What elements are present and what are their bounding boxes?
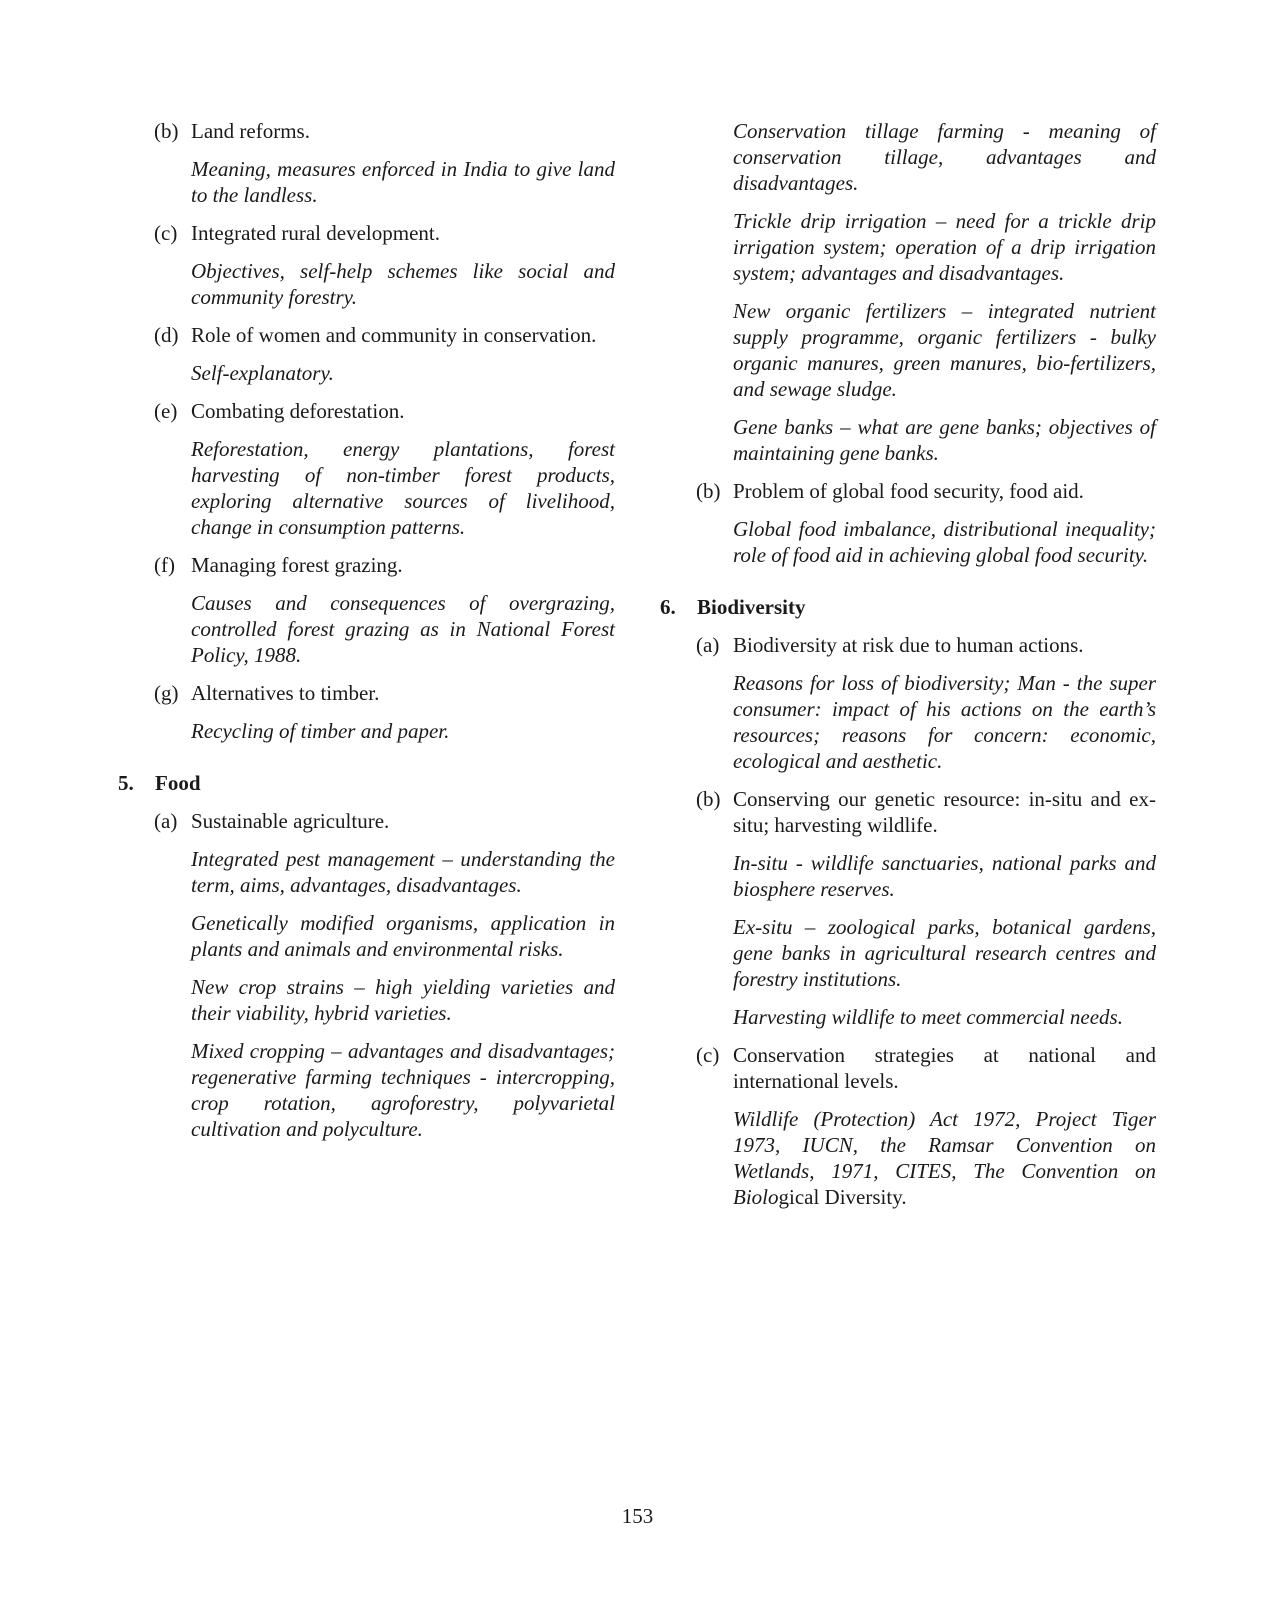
- item-b-genetic-resource: [696, 786, 1156, 838]
- item-title: Managing forest grazing.: [191, 553, 403, 577]
- item-description: [696, 1106, 1156, 1210]
- item-d-role-of-women: [154, 322, 615, 348]
- item-b-food-security: [696, 478, 1156, 504]
- item-title: Conserving our genetic resource: in-situ and ex-situ; harvesting wildlife.: [733, 787, 1156, 837]
- item-title: Integrated rural development.: [191, 221, 440, 245]
- item-description: Mixed cropping – advantages and disadvantages; regenerative farming techniques - intercropping, crop rotation, agroforestry, polyvarietal cultivation and polyculture.: [191, 1039, 615, 1141]
- item-c-rural-development: [154, 220, 615, 246]
- item-description: Reforestation, energy plantations, forest harvesting of non-timber forest products, exploring alternative sources of livelihood, change in consumption patterns.: [191, 437, 615, 539]
- item-description: Recycling of timber and paper.: [191, 719, 450, 743]
- item-description: Conservation tillage farming - meaning of conservation tillage, advantages and disadvantages.: [733, 119, 1156, 195]
- item-description: Self-explanatory.: [191, 361, 334, 385]
- item-description: Causes and consequences of overgrazing, controlled forest grazing as in National Forest Policy, 1988.: [191, 591, 615, 667]
- item-description: Reasons for loss of biodiversity; Man - the super consumer: impact of his actions on the earth’s resources; reasons for concern: economic, ecological and aesthetic.: [733, 671, 1156, 773]
- page-number: 153: [621, 1504, 654, 1528]
- item-title: Combating deforestation.: [191, 399, 405, 423]
- item-description: Objectives, self-help schemes like social and community forestry.: [191, 259, 615, 309]
- item-description: Meaning, measures enforced in India to give land to the landless.: [191, 157, 615, 207]
- item-description: In-situ - wildlife sanctuaries, national parks and biosphere reserves.: [733, 851, 1156, 901]
- item-label: (c): [696, 1043, 720, 1067]
- item-b-land-reforms: [154, 118, 615, 144]
- right-column: [660, 118, 1156, 1222]
- item-a-sustainable-agriculture: [154, 808, 615, 834]
- item-title: Conservation strategies at national and international levels.: [733, 1043, 1156, 1093]
- item-e-deforestation: [154, 398, 615, 424]
- item-description: Genetically modified organisms, application in plants and animals and environmental risks.: [191, 911, 615, 961]
- item-label: (g): [154, 681, 179, 705]
- item-title: Biodiversity at risk due to human actions.: [733, 633, 1084, 657]
- item-c-conservation-strategies: [696, 1042, 1156, 1094]
- item-g-alternatives-timber: [154, 680, 615, 706]
- item-title: Alternatives to timber.: [191, 681, 380, 705]
- section-heading-food: [118, 770, 615, 796]
- item-title: Role of women and community in conservation.: [191, 323, 597, 347]
- item-description: Global food imbalance, distributional inequality; role of food aid in achieving global food security.: [733, 517, 1156, 567]
- item-title: Problem of global food security, food aid.: [733, 479, 1084, 503]
- section-number: 5.: [118, 771, 134, 795]
- item-label: (a): [154, 809, 178, 833]
- section-heading-biodiversity: [660, 594, 1156, 620]
- left-column: [118, 118, 615, 1154]
- desc-italic-part: Wildlife (Protection) Act 1972, Project Tiger 1973, IUCN, the Ramsar Convention on Wetlands, 1971, CITES, The Convention on Biolo: [733, 1107, 1156, 1209]
- item-label: (b): [696, 787, 721, 811]
- item-title: Sustainable agriculture.: [191, 809, 390, 833]
- section-title: Biodiversity: [697, 595, 806, 619]
- desc-upright-part: gical Diversity.: [778, 1185, 907, 1209]
- item-label: (b): [154, 119, 179, 143]
- item-label: (f): [154, 553, 175, 577]
- item-title: Land reforms.: [191, 119, 310, 143]
- section-number: 6.: [660, 595, 676, 619]
- item-label: (c): [154, 221, 178, 245]
- item-label: (a): [696, 633, 720, 657]
- item-description: New crop strains – high yielding varieties and their viability, hybrid varieties.: [191, 975, 615, 1025]
- item-description: Harvesting wildlife to meet commercial needs.: [733, 1005, 1123, 1029]
- item-description: Integrated pest management – understanding the term, aims, advantages, disadvantages.: [191, 847, 615, 897]
- item-f-forest-grazing: [154, 552, 615, 578]
- item-description: New organic fertilizers – integrated nutrient supply programme, organic fertilizers - bulky organic manures, green manures, bio-fertilizers, and sewage sludge.: [733, 299, 1156, 401]
- item-label: (b): [696, 479, 721, 503]
- item-description: Trickle drip irrigation – need for a trickle drip irrigation system; operation of a drip irrigation system; advantages and disadvantages.: [733, 209, 1156, 285]
- item-label: (e): [154, 399, 178, 423]
- section-title: Food: [155, 771, 201, 795]
- item-label: (d): [154, 323, 179, 347]
- item-a-biodiversity-risk: [696, 632, 1156, 658]
- item-description: Gene banks – what are gene banks; objectives of maintaining gene banks.: [733, 415, 1156, 465]
- item-description: Ex-situ – zoological parks, botanical gardens, gene banks in agricultural research centres and forestry institutions.: [733, 915, 1156, 991]
